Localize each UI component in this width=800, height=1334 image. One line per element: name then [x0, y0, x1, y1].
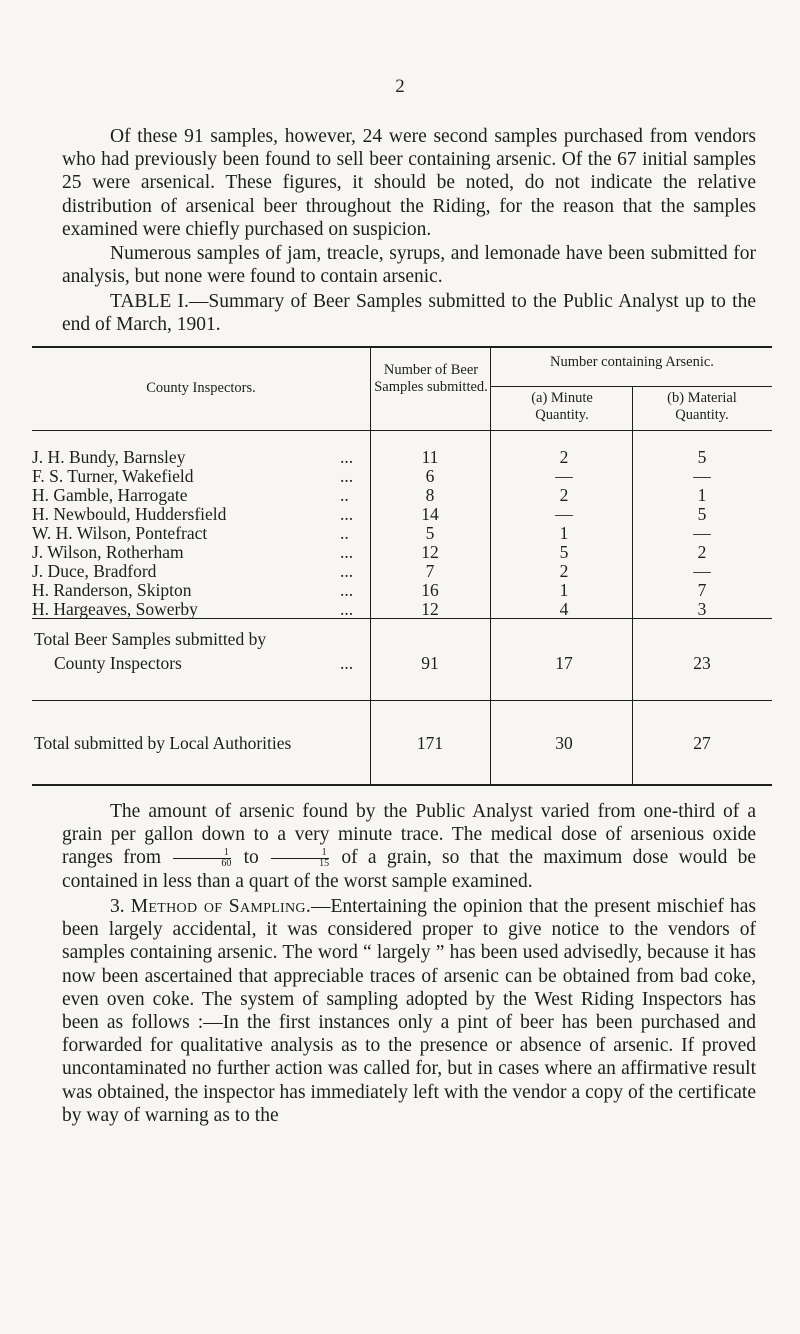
minute-count: 2: [559, 561, 569, 581]
table-title: TABLE I.—Summary of Beer Samples submitted to the Public Analyst up to the end of March, 1901.: [62, 291, 756, 336]
submitted-count: 12: [421, 542, 439, 562]
minute-count: 4: [559, 599, 569, 619]
leader-dots: ...: [340, 542, 354, 562]
header-county-inspectors: County Inspectors.: [146, 380, 256, 396]
fraction-numerator: 1: [321, 847, 327, 859]
table-row-total-local: [32, 732, 772, 756]
inspector-name: H. Hargeaves, Sowerby: [32, 599, 198, 619]
paragraph-text: —Entertaining the opinion that the present mischief has been largely accidental, it was considered proper to give notice to the vendors of samples containing arsenic. The word “ largely ” has been used advisedly, because it has now been ascertained that appreciable traces of arsenic can be obtained from bad coke, even oven coke. The system of sampling adopted by the West Riding Inspectors has been as follows :—In the first instances only a pint of beer has been purchased and forwarded for qualitative analysis as to the presence or absence of arsenic. If proved uncontaminated no further action was called for, but in cases where an affirmative result was obtained, the inspector has immediately left with the vendor a copy of the certificate by way of warning as to the: [62, 896, 757, 1126]
material-count: 5: [697, 447, 707, 467]
summary-table: [32, 346, 772, 786]
submitted-count: 8: [425, 485, 435, 505]
material-count: —: [693, 466, 711, 486]
fraction-denominator: 15: [271, 858, 329, 869]
local-rule: [32, 700, 772, 701]
submitted-count: 11: [421, 447, 439, 467]
total-submitted: 91: [421, 653, 439, 673]
header-bottom-rule: [32, 430, 772, 431]
inspector-name: H. Newbould, Huddersfield: [32, 504, 227, 524]
leader-dots: ...: [340, 561, 354, 581]
section-number: 3.: [110, 896, 125, 917]
leader-dots: ...: [340, 504, 354, 524]
minute-count: 1: [559, 580, 569, 600]
minute-count: 5: [559, 542, 569, 562]
submitted-count: 7: [425, 561, 435, 581]
local-submitted: 171: [416, 733, 444, 753]
paragraph-intro: Of these 91 samples, however, 24 were second samples purchased from vendors who had previously been found to sell beer containing arsenic. Of the 67 initial samples 25 were arsenical. These figures, it should be noted, do not indicate the relative distribution of arsenical beer throughout the Riding, for the reason that the samples examined were chiefly purchased on suspicion.: [62, 126, 756, 240]
total-label-line-1: Total Beer Samples submitted by: [34, 629, 267, 649]
inspector-name: F. S. Turner, Wakefield: [32, 466, 194, 486]
inspector-name: J. Duce, Bradford: [32, 561, 157, 581]
header-number-containing: Number containing Arsenic.: [550, 354, 714, 370]
header-minute-quantity: (a) Minute Quantity.: [531, 390, 593, 423]
inspector-name: W. H. Wilson, Pontefract: [32, 523, 208, 543]
submitted-count: 6: [425, 466, 435, 486]
section-heading: Method of Sampling.: [130, 896, 312, 917]
local-total-label: Total submitted by Local Authorities: [34, 733, 292, 753]
material-count: —: [693, 561, 711, 581]
minute-count: —: [555, 504, 573, 524]
local-minute: 30: [555, 733, 573, 753]
material-count: —: [693, 523, 711, 543]
material-count: 3: [697, 599, 707, 619]
paragraph-text: to: [243, 847, 259, 869]
leader-dots: ...: [340, 653, 354, 673]
table-row-total-inspectors: [32, 628, 772, 688]
submitted-count: 5: [425, 523, 435, 543]
minute-count: 1: [559, 523, 569, 543]
paragraph-text: of a grain, so that the maximum dose would be contained in less than a quart of the worst sample examined.: [62, 847, 757, 892]
local-material: 27: [693, 733, 711, 753]
minute-count: —: [555, 466, 573, 486]
fraction-one-sixtieth: [173, 848, 231, 869]
fraction-one-fifteenth: [271, 848, 329, 869]
submitted-count: 16: [421, 580, 439, 600]
fraction-denominator: 60: [173, 858, 231, 869]
total-label-line-2: County Inspectors: [54, 653, 182, 673]
header-number-submitted: Number of Beer Samples submitted.: [374, 362, 488, 395]
paragraph-text: The amount of arsenic found by the Public Analyst varied from one-third of a grain per gallon down to a very minute trace. The medical dose of arsenious oxide ranges from: [62, 801, 756, 869]
leader-dots: ...: [340, 447, 354, 467]
inspector-name: J. H. Bundy, Barnsley: [32, 447, 186, 467]
inspector-name: H. Gamble, Harrogate: [32, 485, 188, 505]
table-bottom-rule: [32, 784, 772, 786]
submitted-count: 12: [421, 599, 439, 619]
material-count: 7: [697, 580, 707, 600]
material-count: 5: [697, 504, 707, 524]
paragraph-other-samples: Numerous samples of jam, treacle, syrups, and lemonade have been submitted for analysis, but none were found to contain arsenic.: [62, 243, 756, 288]
material-count: 2: [697, 542, 707, 562]
page-number: 2: [395, 76, 405, 97]
leader-dots: ...: [340, 466, 354, 486]
table-top-rule: [32, 346, 772, 348]
total-material: 23: [693, 653, 711, 673]
leader-dots: ..: [340, 523, 349, 543]
inspector-name: J. Wilson, Rotherham: [32, 542, 184, 562]
inspector-name: H. Randerson, Skipton: [32, 580, 192, 600]
minute-count: 2: [559, 447, 569, 467]
paragraph-arsenic-amount: [62, 800, 756, 893]
total-minute: 17: [555, 653, 573, 673]
leader-dots: ...: [340, 580, 354, 600]
header-sub-rule: [490, 386, 772, 387]
minute-count: 2: [559, 485, 569, 505]
leader-dots: ...: [340, 599, 354, 619]
header-material-quantity: (b) Material Quantity.: [667, 390, 737, 423]
paragraph-method-of-sampling: [62, 895, 756, 1127]
table-row: [32, 598, 772, 620]
fraction-numerator: 1: [223, 847, 229, 859]
leader-dots: ..: [340, 485, 349, 505]
submitted-count: 14: [421, 504, 439, 524]
material-count: 1: [697, 485, 707, 505]
